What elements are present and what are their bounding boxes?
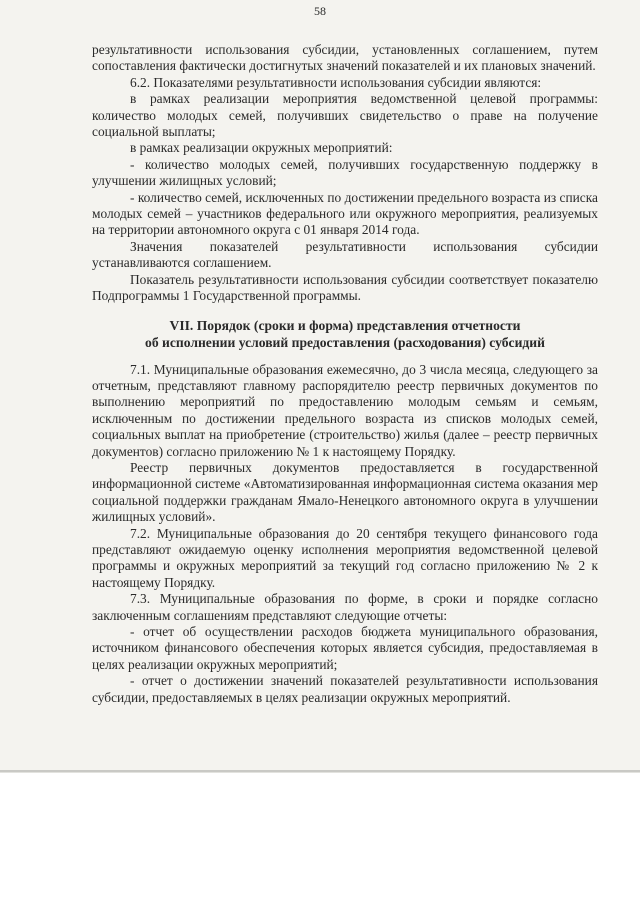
- paragraph: - отчет о достижении значений показателей результативности использования субсидии, предоставляемых в целях реализации окружных мероприятий.: [92, 673, 598, 705]
- document-body: [92, 42, 598, 706]
- paragraph: в рамках реализации окружных мероприятий:: [130, 140, 393, 156]
- page-number: 58: [314, 4, 326, 18]
- paragraph: в рамках реализации мероприятия ведомственной целевой программы: количество молодых семей, получивших свидетельство о праве на получение социальной выплаты;: [92, 91, 598, 140]
- paragraph: 7.2. Муниципальные образования до 20 сентября текущего финансового года представляют ожидаемую оценку исполнения мероприятия ведомственной целевой программы и окружных мероприятий за текущий год согласно приложению № 2 к настоящему Порядку.: [92, 525, 598, 590]
- section-6-text: [92, 42, 598, 305]
- section-heading-line-1: VII. Порядок (сроки и форма) представления отчетности: [169, 317, 521, 333]
- paragraph: 7.3. Муниципальные образования по форме, в сроки и порядке согласно заключенным соглашениям представляют следующие отчеты:: [92, 591, 598, 623]
- section-heading: [92, 317, 598, 351]
- section-7-text: [92, 362, 598, 707]
- paragraph: Значения показателей результативности использования субсидии устанавливаются соглашением.: [92, 238, 598, 271]
- paragraph: - отчет об осуществлении расходов бюджета муниципального образования, источником финансового обеспечения которых является субсидия, предоставляемая в целях реализации окружных мероприятий;: [92, 624, 598, 672]
- paragraph: результативности использования субсидии, установленных соглашением, путем сопоставления фактически достигнутых значений показателей и их плановых значений.: [92, 42, 598, 74]
- paragraph: 6.2. Показателями результативности использования субсидии являются:: [130, 74, 542, 90]
- paragraph: - количество молодых семей, получивших государственную поддержку в улучшении жилищных условий;: [92, 156, 598, 189]
- paragraph: Реестр первичных документов предоставляется в государственной информационной системе «Автоматизированная информационная система оказания мер социальной поддержки гражданам Ямало-Ненецкого автономного округа в улучшении жилищных условий».: [92, 459, 598, 525]
- paragraph: - количество семей, исключенных по достижении предельного возраста из списка молодых семей – участников федерального или окружного мероприятия, реализуемых на территории автономного округа с 01 января 2014 года.: [92, 189, 598, 238]
- paragraph: Показатель результативности использования субсидии соответствует показателю Подпрограммы 1 Государственной программы.: [92, 271, 598, 304]
- paragraph: 7.1. Муниципальные образования ежемесячно, до 3 числа месяца, следующего за отчетным, представляют главному распорядителю реестр первичных документов по выполнению мероприятий по предоставлению молодым семьям и семьям, исключенным по достижении предельного возраста из списков молодых семей, социальных выплат на приобретение (строительство) жилья (далее – реестр первичных документов) согласно приложению № 1 к настоящему Порядку.: [92, 361, 598, 459]
- section-heading-line-2: об исполнении условий предоставления (расходования) субсидий: [145, 334, 545, 350]
